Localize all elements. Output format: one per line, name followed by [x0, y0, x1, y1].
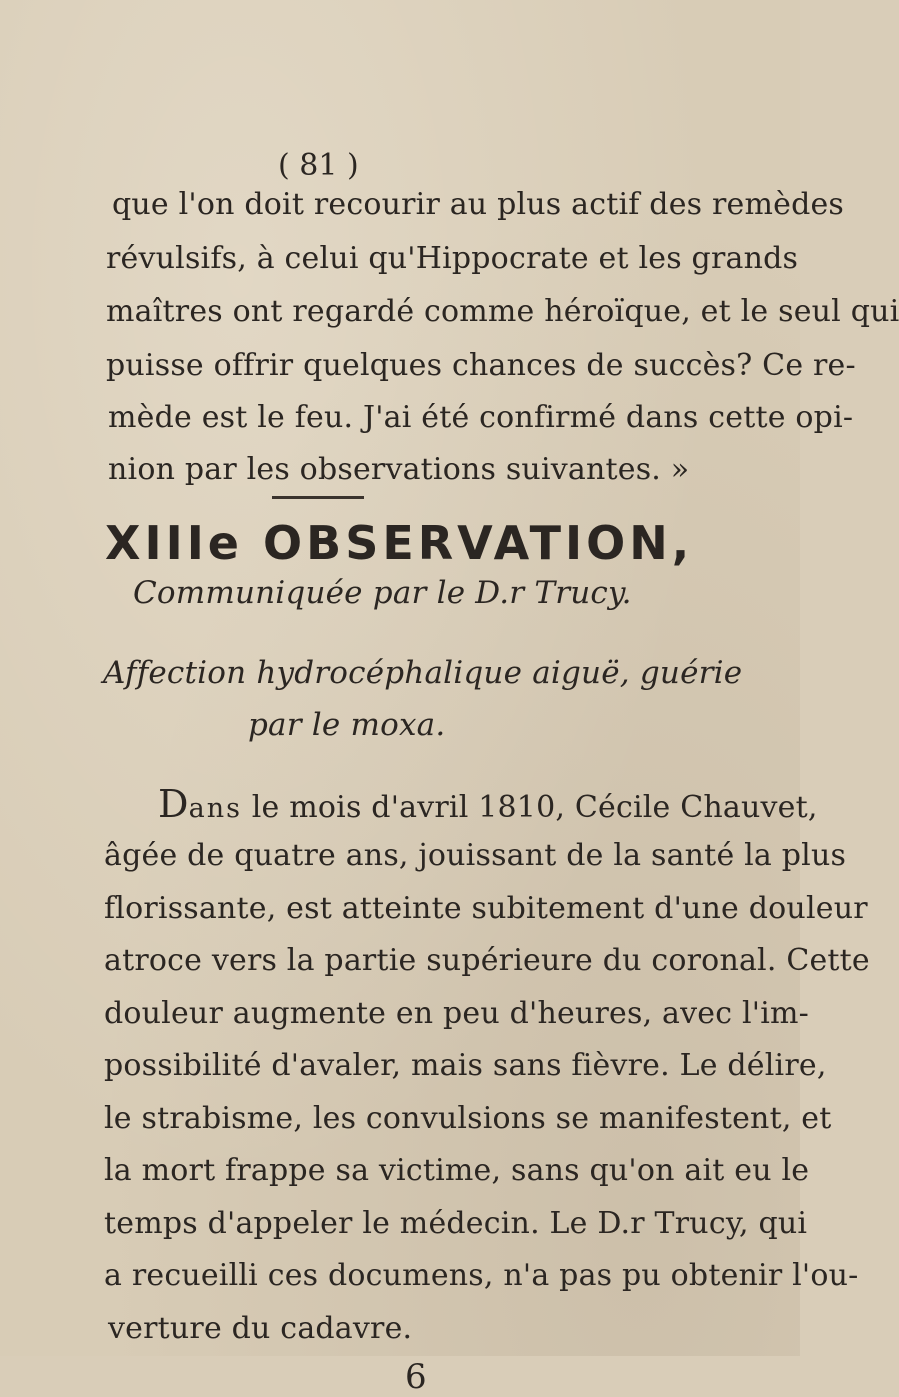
intro-line: maîtres ont regardé comme héroïque, et le seul qui: [106, 294, 899, 329]
intro-line: que l'on doit recourir au plus actif des remèdes: [112, 187, 845, 222]
body-first-line-text: le mois d'avril 1810, Cécile Chauvet,: [251, 790, 818, 825]
intro-line: nion par les observations suivantes. »: [108, 452, 690, 487]
page-folio: ( 81 ): [278, 148, 359, 183]
observation-subtitle-continued: par le moxa.: [248, 707, 446, 743]
body-line: a recueilli ces documens, n'a pas pu obtenir l'ou-: [104, 1258, 859, 1293]
drop-cap: D: [158, 782, 189, 826]
intro-line: révulsifs, à celui qu'Hippocrate et les grands: [106, 241, 799, 276]
section-rule: [272, 496, 364, 499]
intro-line: mède est le feu. J'ai été confirmé dans cette opi-: [108, 400, 854, 435]
signature-mark: 6: [405, 1357, 427, 1397]
body-first-line: [158, 782, 818, 826]
intro-line: puisse offrir quelques chances de succès? Ce re-: [106, 348, 856, 383]
body-line: douleur augmente en peu d'heures, avec l'im-: [104, 996, 809, 1031]
body-line: florissante, est atteinte subitement d'une douleur: [104, 891, 868, 926]
observation-subtitle: Affection hydrocéphalique aiguë, guérie: [103, 655, 743, 691]
observation-title: XIIIe OBSERVATION,: [105, 516, 694, 570]
body-line: temps d'appeler le médecin. Le D.r Trucy, qui: [104, 1206, 808, 1241]
drop-cap-rest: ans: [188, 793, 243, 824]
body-line: atroce vers la partie supérieure du coronal. Cette: [104, 943, 870, 978]
observation-byline: Communiquée par le D.r Trucy.: [133, 575, 632, 611]
body-line: possibilité d'avaler, mais sans fièvre. Le délire,: [104, 1048, 827, 1083]
body-line: verture du cadavre.: [108, 1311, 413, 1346]
body-line: la mort frappe sa victime, sans qu'on ait eu le: [104, 1153, 810, 1188]
body-line: âgée de quatre ans, jouissant de la santé la plus: [104, 838, 847, 873]
body-line: le strabisme, les convulsions se manifestent, et: [104, 1101, 832, 1136]
